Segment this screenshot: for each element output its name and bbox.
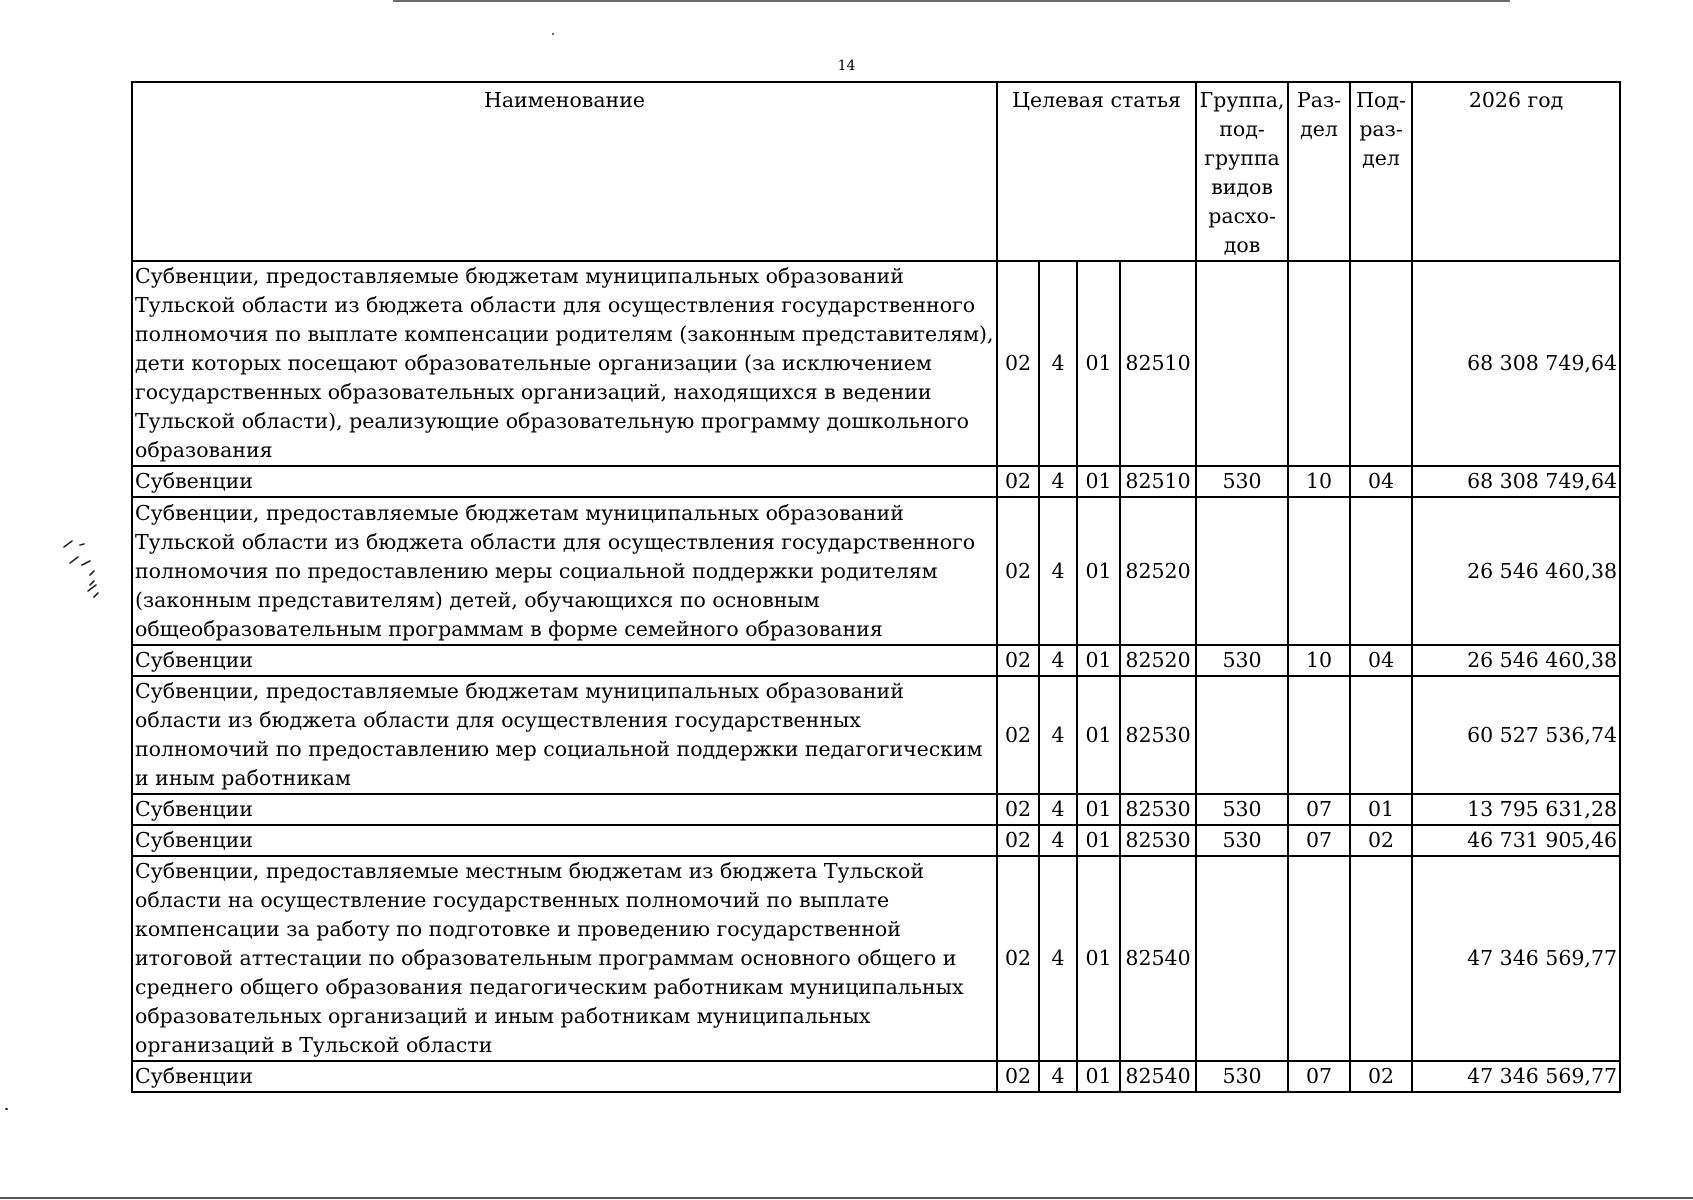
table-row (132, 466, 1620, 497)
row-program: 02 (997, 466, 1039, 497)
row-subprogram: 4 (1039, 497, 1077, 645)
row-subsection: 02 (1350, 825, 1412, 856)
row-event: 01 (1077, 1061, 1120, 1092)
row-amount: 68 308 749,64 (1412, 466, 1620, 497)
header-expense-group: Группа, под-группа видов расхо-дов (1196, 82, 1288, 261)
row-program: 02 (997, 497, 1039, 645)
row-name: Субвенции, предоставляемые бюджетам муниципальных образований Тульской области из бюджета области для осуществления государственного полномочия по предоставлению меры социальной поддержки родителям (законным представителям) детей, обучающихся по основным общеобразовательным программам в форме семейного образования (132, 497, 997, 645)
row-name: Субвенции, предоставляемые бюджетам муниципальных образований Тульской области из бюджета области для осуществления государственного полномочия по выплате компенсации родителям (законным представителям), дети которых посещают образовательные организации (за исключением государственных образовательных организаций, находящихся в ведении Тульской области), реализующие образовательную программу дошкольного образования (132, 261, 997, 466)
row-subprogram: 4 (1039, 261, 1077, 466)
row-direction: 82530 (1120, 825, 1196, 856)
row-expense-group (1196, 497, 1288, 645)
scan-speck (5, 1108, 8, 1110)
header-name: Наименование (132, 82, 997, 261)
table-row (132, 676, 1620, 794)
table-row (132, 856, 1620, 1061)
table-row (132, 1061, 1620, 1092)
table-row (132, 261, 1620, 466)
row-amount: 13 795 631,28 (1412, 794, 1620, 825)
row-program: 02 (997, 794, 1039, 825)
row-program: 02 (997, 1061, 1039, 1092)
scan-edge-line-bottom (0, 1197, 1693, 1199)
row-expense-group: 530 (1196, 645, 1288, 676)
row-event: 01 (1077, 645, 1120, 676)
row-subsection: 01 (1350, 794, 1412, 825)
row-subsection: 04 (1350, 645, 1412, 676)
table-row (132, 794, 1620, 825)
row-expense-group: 530 (1196, 466, 1288, 497)
row-subprogram: 4 (1039, 794, 1077, 825)
row-subsection (1350, 261, 1412, 466)
row-section (1288, 856, 1350, 1061)
table-row (132, 645, 1620, 676)
row-amount: 26 546 460,38 (1412, 645, 1620, 676)
row-subsection (1350, 497, 1412, 645)
handwritten-margin-marks (60, 535, 120, 635)
row-subsection (1350, 856, 1412, 1061)
row-name: Субвенции, предоставляемые бюджетам муниципальных образований области из бюджета области для осуществления государственных полномочий по предоставлению мер социальной поддержки педагогическим и иным работникам (132, 676, 997, 794)
row-direction: 82540 (1120, 856, 1196, 1061)
header-target-article: Целевая статья (997, 82, 1196, 261)
row-expense-group (1196, 261, 1288, 466)
row-expense-group: 530 (1196, 794, 1288, 825)
row-section (1288, 676, 1350, 794)
row-direction: 82510 (1120, 261, 1196, 466)
row-subsection: 04 (1350, 466, 1412, 497)
table-header-row (132, 82, 1620, 261)
row-name: Субвенции (132, 645, 997, 676)
row-event: 01 (1077, 466, 1120, 497)
row-amount: 46 731 905,46 (1412, 825, 1620, 856)
row-direction: 82520 (1120, 497, 1196, 645)
budget-table (131, 81, 1621, 1093)
row-section: 07 (1288, 794, 1350, 825)
row-section: 07 (1288, 825, 1350, 856)
row-event: 01 (1077, 794, 1120, 825)
row-program: 02 (997, 676, 1039, 794)
header-year: 2026 год (1412, 82, 1620, 261)
row-program: 02 (997, 261, 1039, 466)
row-section: 07 (1288, 1061, 1350, 1092)
row-expense-group (1196, 676, 1288, 794)
row-subsection (1350, 676, 1412, 794)
table-body (132, 261, 1620, 1092)
row-subprogram: 4 (1039, 856, 1077, 1061)
row-expense-group: 530 (1196, 1061, 1288, 1092)
row-expense-group (1196, 856, 1288, 1061)
page-number: 14 (837, 58, 856, 74)
row-direction: 82540 (1120, 1061, 1196, 1092)
row-section: 10 (1288, 645, 1350, 676)
row-amount: 68 308 749,64 (1412, 261, 1620, 466)
row-section (1288, 261, 1350, 466)
row-name: Субвенции (132, 794, 997, 825)
row-amount: 26 546 460,38 (1412, 497, 1620, 645)
row-amount: 47 346 569,77 (1412, 856, 1620, 1061)
row-name: Субвенции (132, 1061, 997, 1092)
row-event: 01 (1077, 261, 1120, 466)
row-program: 02 (997, 645, 1039, 676)
row-subprogram: 4 (1039, 645, 1077, 676)
row-event: 01 (1077, 856, 1120, 1061)
row-name: Субвенции (132, 466, 997, 497)
row-event: 01 (1077, 825, 1120, 856)
row-direction: 82530 (1120, 676, 1196, 794)
row-direction: 82530 (1120, 794, 1196, 825)
header-subsection: Под-раз-дел (1350, 82, 1412, 261)
row-name: Субвенции, предоставляемые местным бюджетам из бюджета Тульской области на осуществление государственных полномочий по выплате компенсации за работу по подготовке и проведению государственной итоговой аттестации по образовательным программам основного общего и среднего общего образования педагогическим работникам муниципальных образовательных организаций и иным работникам муниципальных организаций в Тульской области (132, 856, 997, 1061)
table-row (132, 497, 1620, 645)
row-direction: 82520 (1120, 645, 1196, 676)
row-subprogram: 4 (1039, 466, 1077, 497)
row-subprogram: 4 (1039, 825, 1077, 856)
row-event: 01 (1077, 497, 1120, 645)
row-expense-group: 530 (1196, 825, 1288, 856)
row-name: Субвенции (132, 825, 997, 856)
row-program: 02 (997, 856, 1039, 1061)
row-direction: 82510 (1120, 466, 1196, 497)
scan-speck (552, 33, 554, 35)
row-amount: 47 346 569,77 (1412, 1061, 1620, 1092)
row-subprogram: 4 (1039, 676, 1077, 794)
row-event: 01 (1077, 676, 1120, 794)
table-row (132, 825, 1620, 856)
row-subsection: 02 (1350, 1061, 1412, 1092)
row-section: 10 (1288, 466, 1350, 497)
scan-edge-line-top (393, 0, 1510, 2)
header-section: Раз-дел (1288, 82, 1350, 261)
row-program: 02 (997, 825, 1039, 856)
row-amount: 60 527 536,74 (1412, 676, 1620, 794)
row-section (1288, 497, 1350, 645)
row-subprogram: 4 (1039, 1061, 1077, 1092)
